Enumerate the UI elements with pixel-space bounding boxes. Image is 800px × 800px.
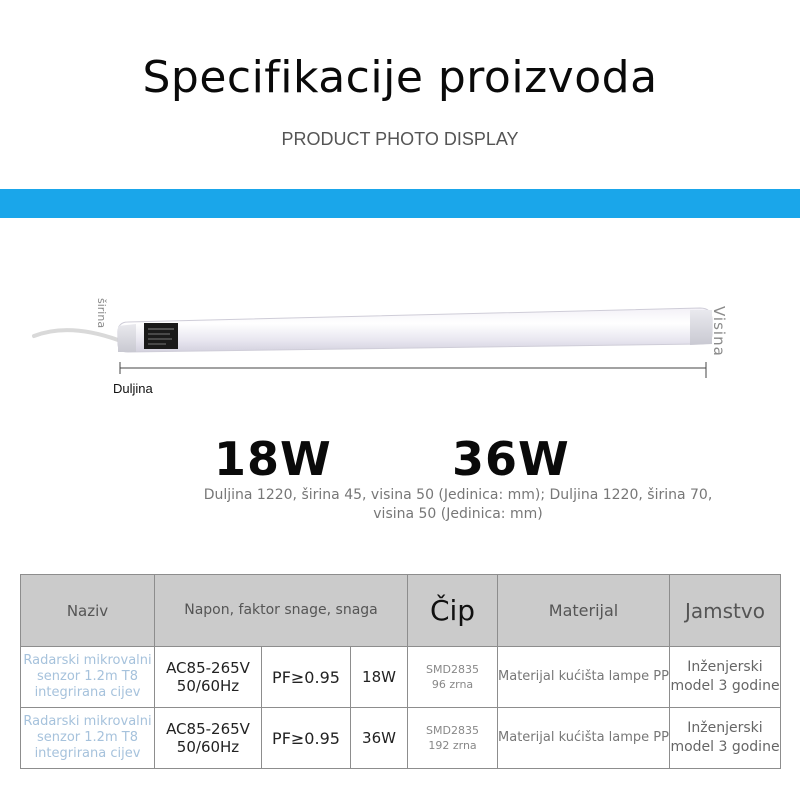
cell-cip xyxy=(408,647,498,708)
power-cable xyxy=(34,330,118,340)
length-dimension-line xyxy=(120,362,706,378)
dimensions-text: Duljina 1220, širina 45, visina 50 (Jedinica: mm); Duljina 1220, širina 70, visina 50 (Jedinica: mm) xyxy=(203,487,713,522)
width-label: širina xyxy=(95,298,108,329)
spec-table xyxy=(20,574,781,769)
cip-model: SMD2835 xyxy=(426,724,479,737)
cell-jamstvo: Inženjerski model 3 godine xyxy=(670,708,781,769)
tube-label-sticker xyxy=(144,323,178,349)
header-naziv: Naziv xyxy=(21,575,155,647)
header-napon: Napon, faktor snage, snaga xyxy=(155,575,408,647)
cell-naziv: Radarski mikrovalni senzor 1.2m T8 integrirana cijev xyxy=(21,647,155,708)
cell-pf: PF≥0.95 xyxy=(262,647,351,708)
table-row xyxy=(21,647,781,708)
cell-snaga: 18W xyxy=(351,647,408,708)
table-header-row xyxy=(21,575,781,647)
cell-napon: AC85-265V 50/60Hz xyxy=(155,647,262,708)
cell-cip xyxy=(408,708,498,769)
page-subtitle: PRODUCT PHOTO DISPLAY xyxy=(281,129,519,149)
page-title: Specifikacije proizvoda xyxy=(142,52,658,103)
cell-napon: AC85-265V 50/60Hz xyxy=(155,708,262,769)
power-18w-label: 18W xyxy=(214,432,332,486)
header-materijal: Materijal xyxy=(498,575,670,647)
height-label: Visina xyxy=(710,306,728,357)
cip-count: 96 zrna xyxy=(431,678,474,691)
cip-model: SMD2835 xyxy=(426,663,479,676)
cell-naziv: Radarski mikrovalni senzor 1.2m T8 integrirana cijev xyxy=(21,708,155,769)
tube-light xyxy=(118,308,712,352)
cip-count: 192 zrna xyxy=(428,739,477,752)
header-jamstvo: Jamstvo xyxy=(670,575,781,647)
table-row xyxy=(21,708,781,769)
cell-materijal: Materijal kućišta lampe PP xyxy=(498,708,670,769)
cell-snaga: 36W xyxy=(351,708,408,769)
cell-pf: PF≥0.95 xyxy=(262,708,351,769)
accent-band xyxy=(0,189,800,218)
length-label: Duljina xyxy=(113,381,153,396)
power-36w-label: 36W xyxy=(452,432,570,486)
cell-jamstvo: Inženjerski model 3 godine xyxy=(670,647,781,708)
cell-materijal: Materijal kućišta lampe PP xyxy=(498,647,670,708)
header-cip: Čip xyxy=(408,575,498,647)
